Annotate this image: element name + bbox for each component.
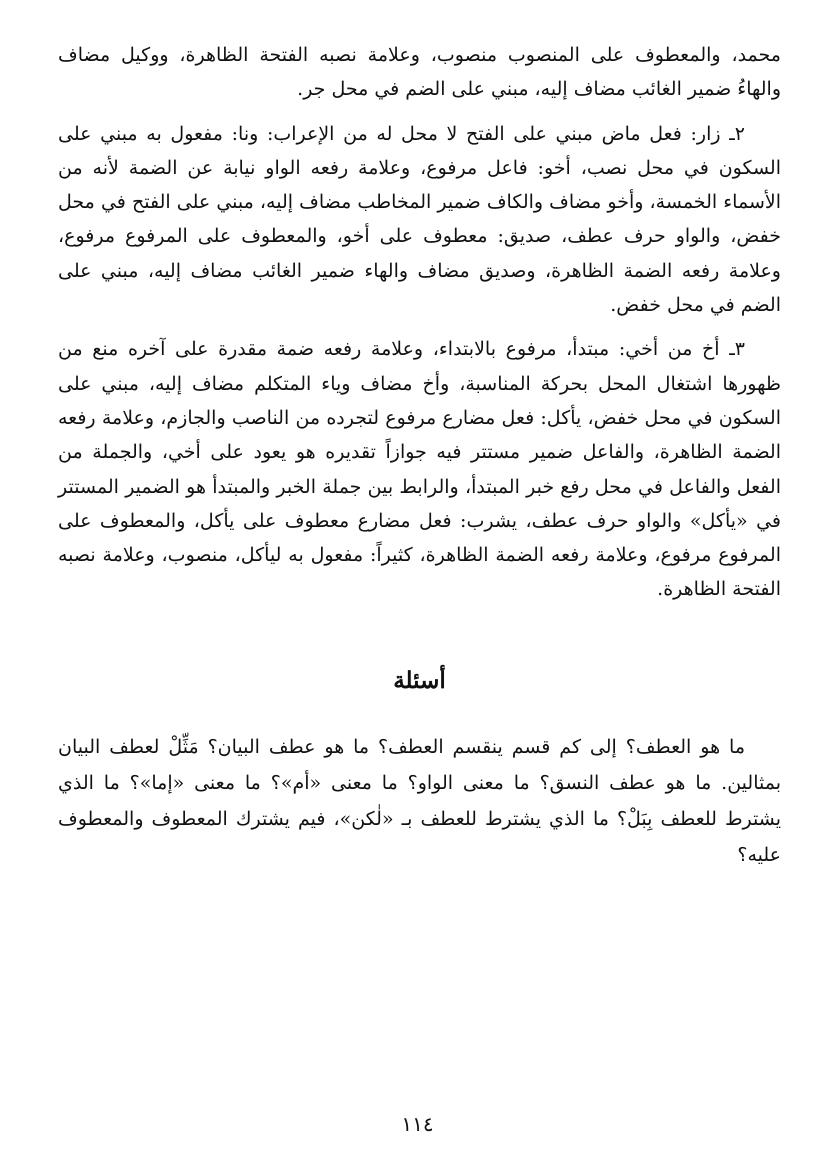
paragraph-item-2: ٢ـ زار: فعل ماض مبني على الفتح لا محل له من الإعراب: ونا: مفعول به مبني على السكون في محل نصب، أخو: فاعل مرفوع، وعلامة رفعه الواو نيابة عن الضمة لأنه من الأسماء الخمسة، وأخو مضاف والكاف ضمير المخاطب مضاف إليه، مبني على الفتح في محل خفض، والواو حرف عطف، صديق: معطوف على أخو، والمعطوف على المرفوع مرفوع، وعلامة رفعه الضمة الظاهرة، وصديق مضاف والهاء ضمير الغائب مضاف إليه، مبني على الضم في محل خفض. [58, 122, 781, 317]
paragraph-continuation: محمد، والمعطوف على المنصوب منصوب، وعلامة نصبه الفتحة الظاهرة، ووكيل مضاف والهاءُ ضمير الغائب مضاف إليه، مبني على الضم في محل جر. [58, 44, 781, 101]
section-heading: أسئلة [393, 666, 446, 694]
page-number: ١١٤ [401, 1112, 434, 1136]
questions-paragraph: ما هو العطف؟ إلى كم قسم ينقسم العطف؟ ما هو عطف البيان؟ مَثِّلْ لعطف البيان بمثالين. ما هو عطف النسق؟ ما معنى الواو؟ ما معنى «أم»؟ ما معنى «إما»؟ ما الذي يشترط للعطف بِبَلْ؟ ما الذي يشترط للعطف بـ «لٰكن»، فيم يشترك المعطوف والمعطوف عليه؟ [58, 735, 781, 866]
paragraph-item-3: ٣ـ أخ من أخي: مبتدأ، مرفوع بالابتداء، وعلامة رفعه ضمة مقدرة على آخره منع من ظهورها اشتغال المحل بحركة المناسبة، وأخ مضاف وياء المتكلم مضاف إليه، مبني على السكون في محل خفض، يأكل: فعل مضارع مرفوع لتجرده من الناصب والجازم، وعلامة رفعه الضمة الظاهرة، والفاعل ضمير مستتر فيه جوازاً تقديره هو يعود على أخي، والجملة من الفعل والفاعل في محل رفع خبر المبتدأ، والرابط بين جملة الخبر والمبتدأ هو الضمير المستتر في «يأكل» والواو حرف عطف، يشرب: فعل مضارع معطوف على يأكل، والمعطوف على المرفوع مرفوع، وعلامة رفعه الضمة الظاهرة، كثيراً: مفعول به ليأكل، منصوب، وعلامة نصبه الفتحة الظاهرة. [58, 338, 781, 601]
